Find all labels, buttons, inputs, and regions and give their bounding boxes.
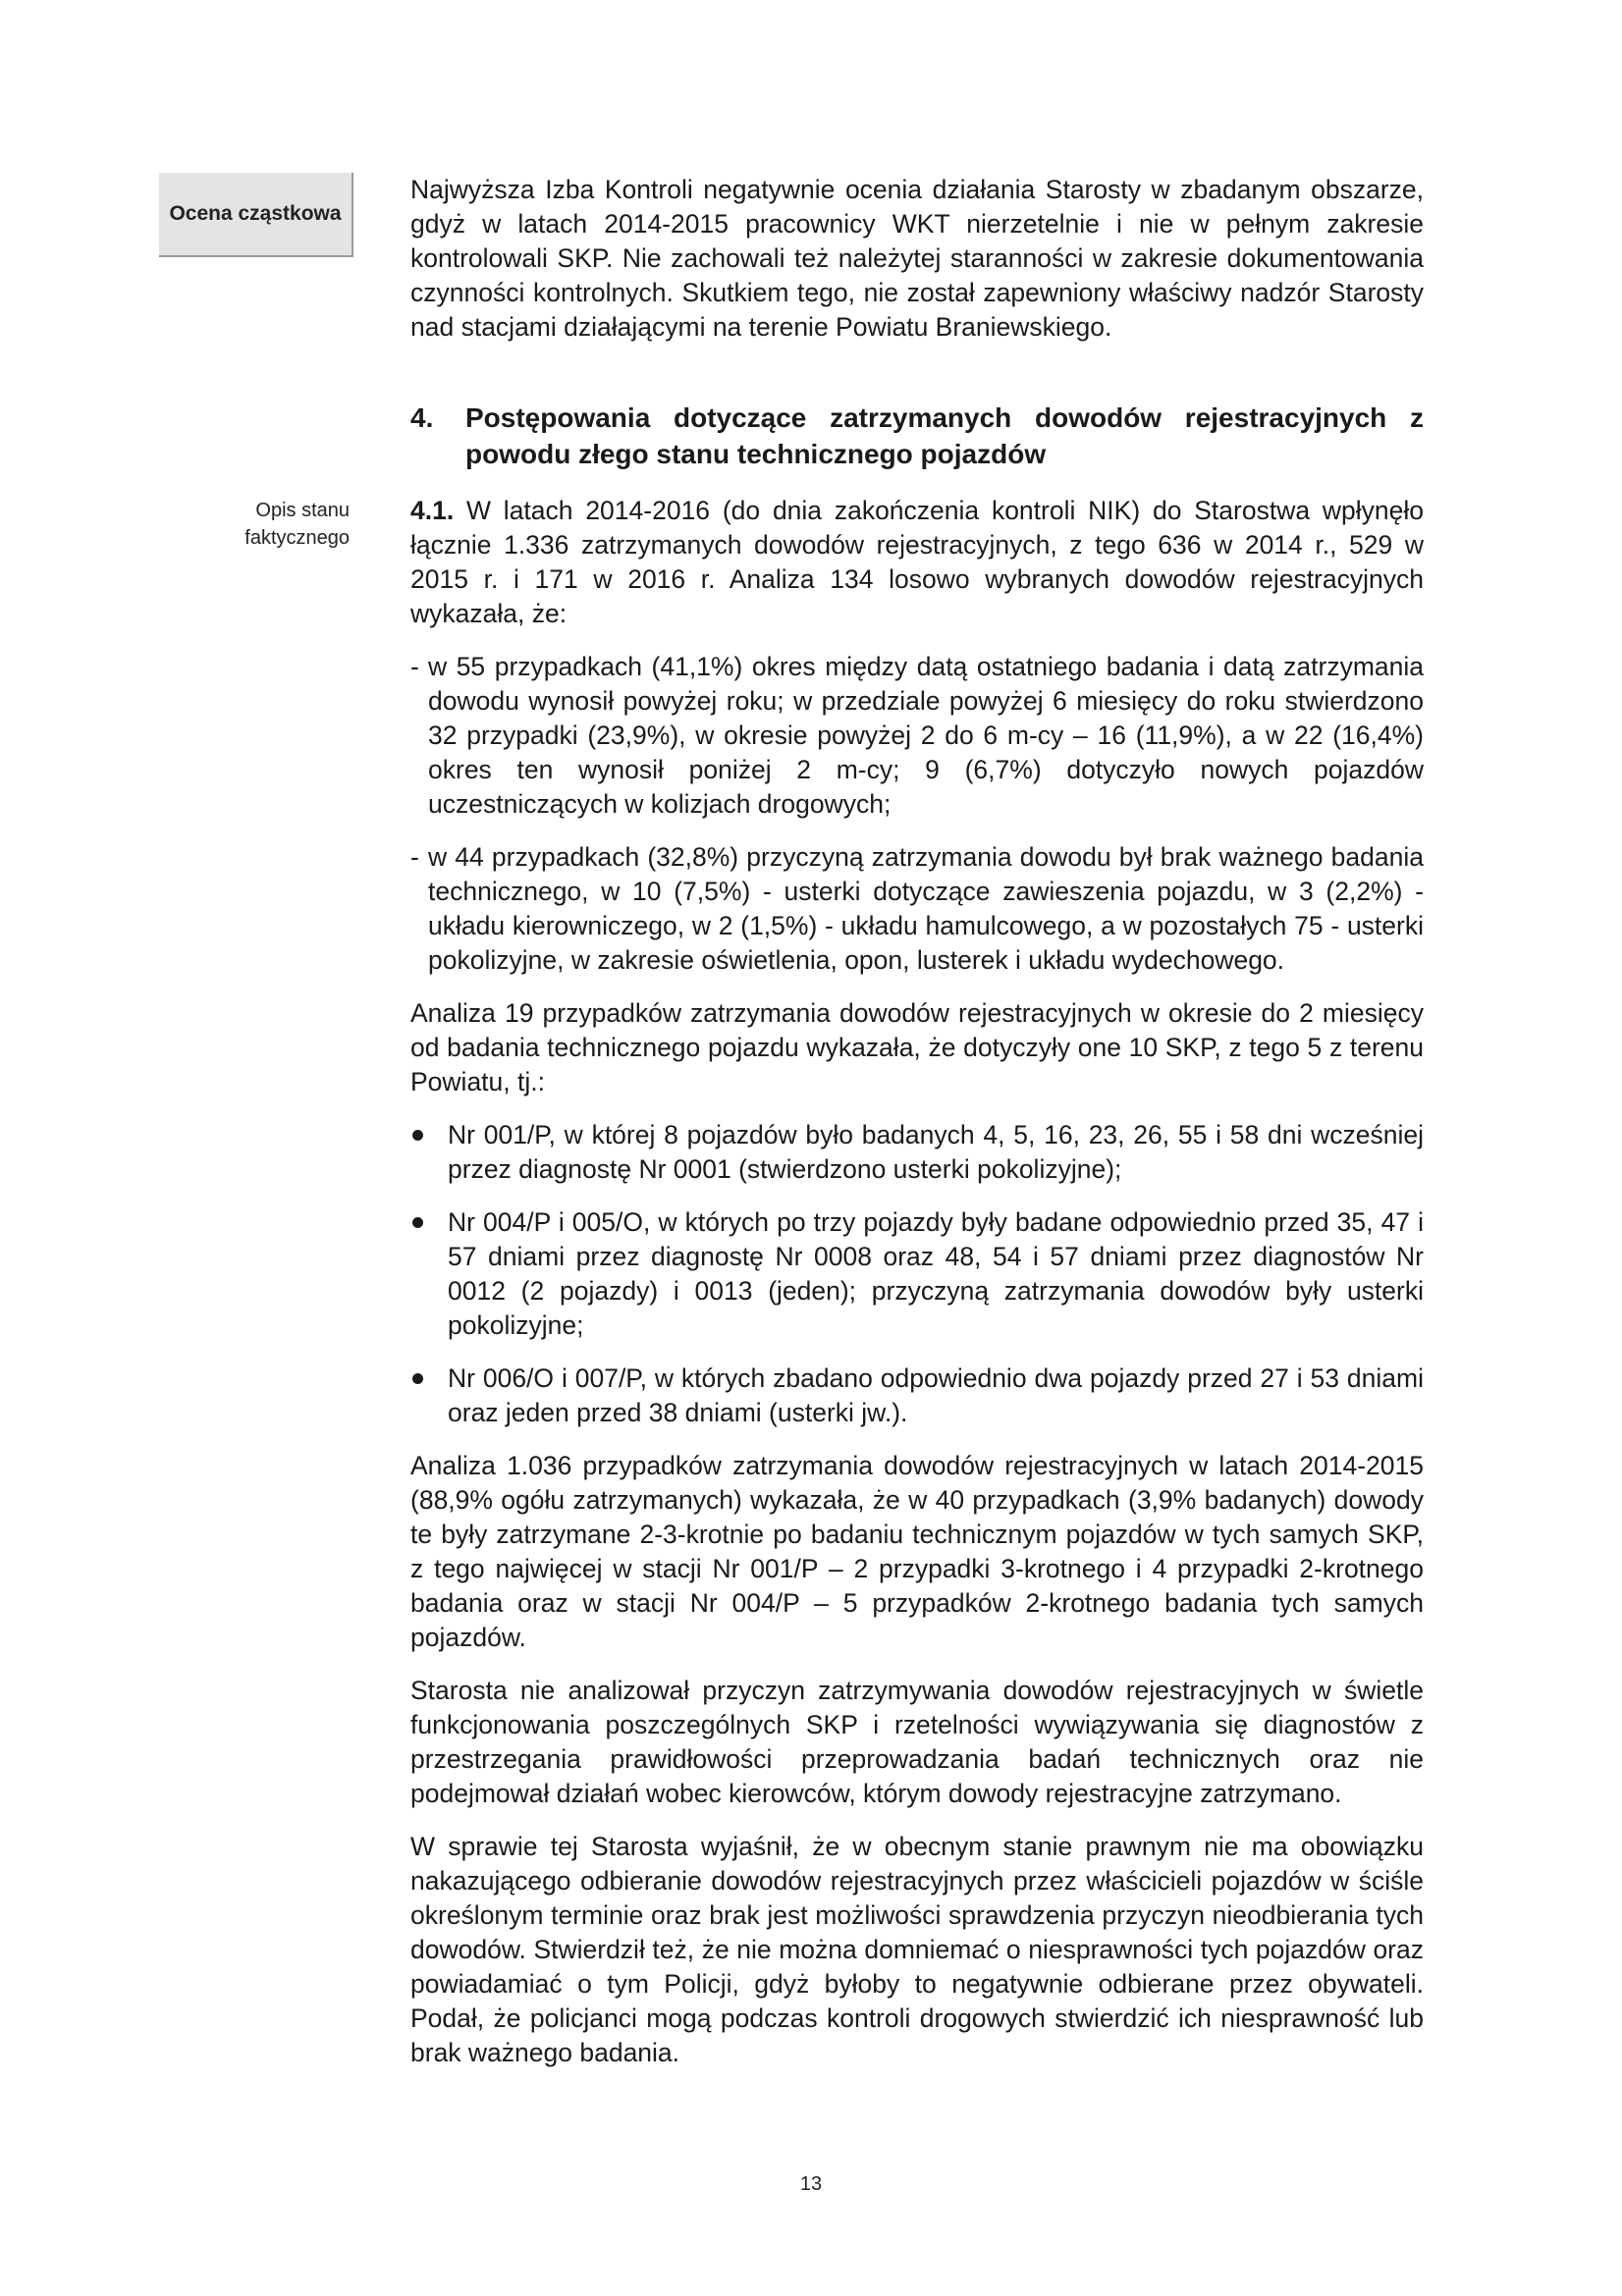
list-item-text: Nr 001/P, w której 8 pojazdów było badanych 4, 5, 16, 23, 26, 55 i 58 dni wcześniej przez diagnostę Nr 0001 (stwierdzono usterki pokolizyjne); [448,1120,1424,1184]
list-item [410,1362,1424,1430]
list-item-text: Nr 006/O i 007/P, w których zbadano odpowiednio dwa pojazdy przed 27 i 53 dniami oraz jeden przed 38 dniami (usterki jw.). [448,1363,1424,1427]
dash-list [410,650,1424,978]
list-item: - w 44 przypadkach (32,8%) przyczyną zatrzymania dowodu był brak ważnego badania technicznego, w 10 (7,5%) - usterki dotyczące zawieszenia pojazdu, w 3 (2,2%) - układu kierowniczego, w 2 (1,5%) - układu hamulcowego, a w pozostałych 75 - usterki pokolizyjne, w zakresie oświetlenia, opon, lusterek i układu wydechowego. [410,840,1424,978]
paragraph-starosta: Starosta nie analizował przyczyn zatrzymywania dowodów rejestracyjnych w świetle funkcjonowania poszczególnych SKP i rzetelności wywiązywania się diagnostów z przestrzegania prawidłowości przeprowadzania badań technicznych oraz nie podejmował działań wobec kierowców, którym dowody rejestracyjne zatrzymano. [410,1676,1424,1808]
paragraph-4-1 [410,494,1424,631]
margin-label-ocena-czastkowa [159,173,353,257]
paragraph-number: 4.1. [410,496,455,525]
paragraph-analiza-19: Analiza 19 przypadków zatrzymania dowodów rejestracyjnych w okresie do 2 miesięcy od badania technicznego pojazdu wykazała, że dotyczyły one 10 SKP, z tego 5 z terenu Powiatu, tj.: [410,998,1424,1096]
list-item: - w 55 przypadkach (41,1%) okres między datą ostatniego badania i datą zatrzymania dowodu wynosił powyżej roku; w przedziale powyżej 6 miesięcy do roku stwierdzono 32 przypadki (23,9%), w okresie powyżej 2 do 6 m-cy – 16 (11,9%), a w 22 (16,4%) okres ten wynosił poniżej 2 m-cy; 9 (6,7%) dotyczyło nowych pojazdów uczestniczących w kolizjach drogowych; [410,650,1424,822]
page-number: 13 [799,2173,823,2195]
list-item [410,1205,1424,1343]
list-item [410,1118,1424,1187]
ocena-label-text: Ocena cząstkowa [169,202,342,225]
list-item-text: Nr 004/P i 005/O, w których po trzy pojazdy były badane odpowiednio przed 35, 47 i 57 dniami przez diagnostę Nr 0008 oraz 48, 54 i 57 dniami przez diagnostów Nr 0012 (2 pojazdy) i 0013 (jeden); przyczyną zatrzymania dowodów były usterki pokolizyjne; [448,1207,1424,1340]
bullet-icon [412,1373,423,1384]
document-body [410,173,1424,2089]
section-title: Postępowania dotyczące zatrzymanych dowodów rejestracyjnych z powodu złego stanu technicznego pojazdów [465,402,1424,469]
paragraph-analiza-1036: Analiza 1.036 przypadków zatrzymania dowodów rejestracyjnych w latach 2014-2015 (88,9% ogółu zatrzymanych) wykazała, że w 40 przypadkach (3,9% badanych) dowody te były zatrzymane 2-3-krotnie po badaniu technicznym pojazdów w tych samych SKP, z tego najwięcej w stacji Nr 001/P – 2 przypadki 3-krotnego i 4 przypadki 2-krotnego badania oraz w stacji Nr 004/P – 5 przypadków 2-krotnego badania tych samych pojazdów. [410,1451,1424,1652]
intro-paragraph: Najwyższa Izba Kontroli negatywnie ocenia działania Starosty w zbadanym obszarze, gdyż w latach 2014-2015 pracownicy WKT nierzetelnie i nie w pełnym zakresie kontrolowali SKP. Nie zachowali też należytej staranności w zakresie dokumentowania czynności kontrolnych. Skutkiem tego, nie został zapewniony właściwy nadzór Starosty nad stacjami działającymi na terenie Powiatu Braniewskiego. [410,175,1424,342]
paragraph-wyjasnil: W sprawie tej Starosta wyjaśnił, że w obecnym stanie prawnym nie ma obowiązku nakazującego odbieranie dowodów rejestracyjnych przez właścicieli pojazdów w ściśle określonym terminie oraz brak jest możliwości sprawdzenia przyczyn nieodbierania tych dowodów. Stwierdził też, że nie można domniemać o niesprawności tych pojazdów oraz powiadamiać o tym Policji, gdyż byłoby to negatywnie odbierane przez obywateli. Podał, że policjanci mogą podczas kontroli drogowych stwierdzić ich niesprawność lub brak ważnego badania. [410,1832,1424,2067]
paragraph-4-1-text: W latach 2014-2016 (do dnia zakończenia kontroli NIK) do Starostwa wpłynęło łącznie 1.336 zatrzymanych dowodów rejestracyjnych, z tego 636 w 2014 r., 529 w 2015 r. i 171 w 2016 r. Analiza 134 losowo wybranych dowodów rejestracyjnych wykazała, że: [410,496,1424,628]
bullet-icon [412,1130,423,1141]
section-number: 4. [410,402,434,433]
opis-label-text: Opis stanu faktycznego [244,500,350,549]
bullet-icon [412,1217,423,1228]
bullet-list [410,1118,1424,1430]
section-heading [410,400,1424,472]
margin-label-opis-stanu-faktycznego [192,497,350,552]
